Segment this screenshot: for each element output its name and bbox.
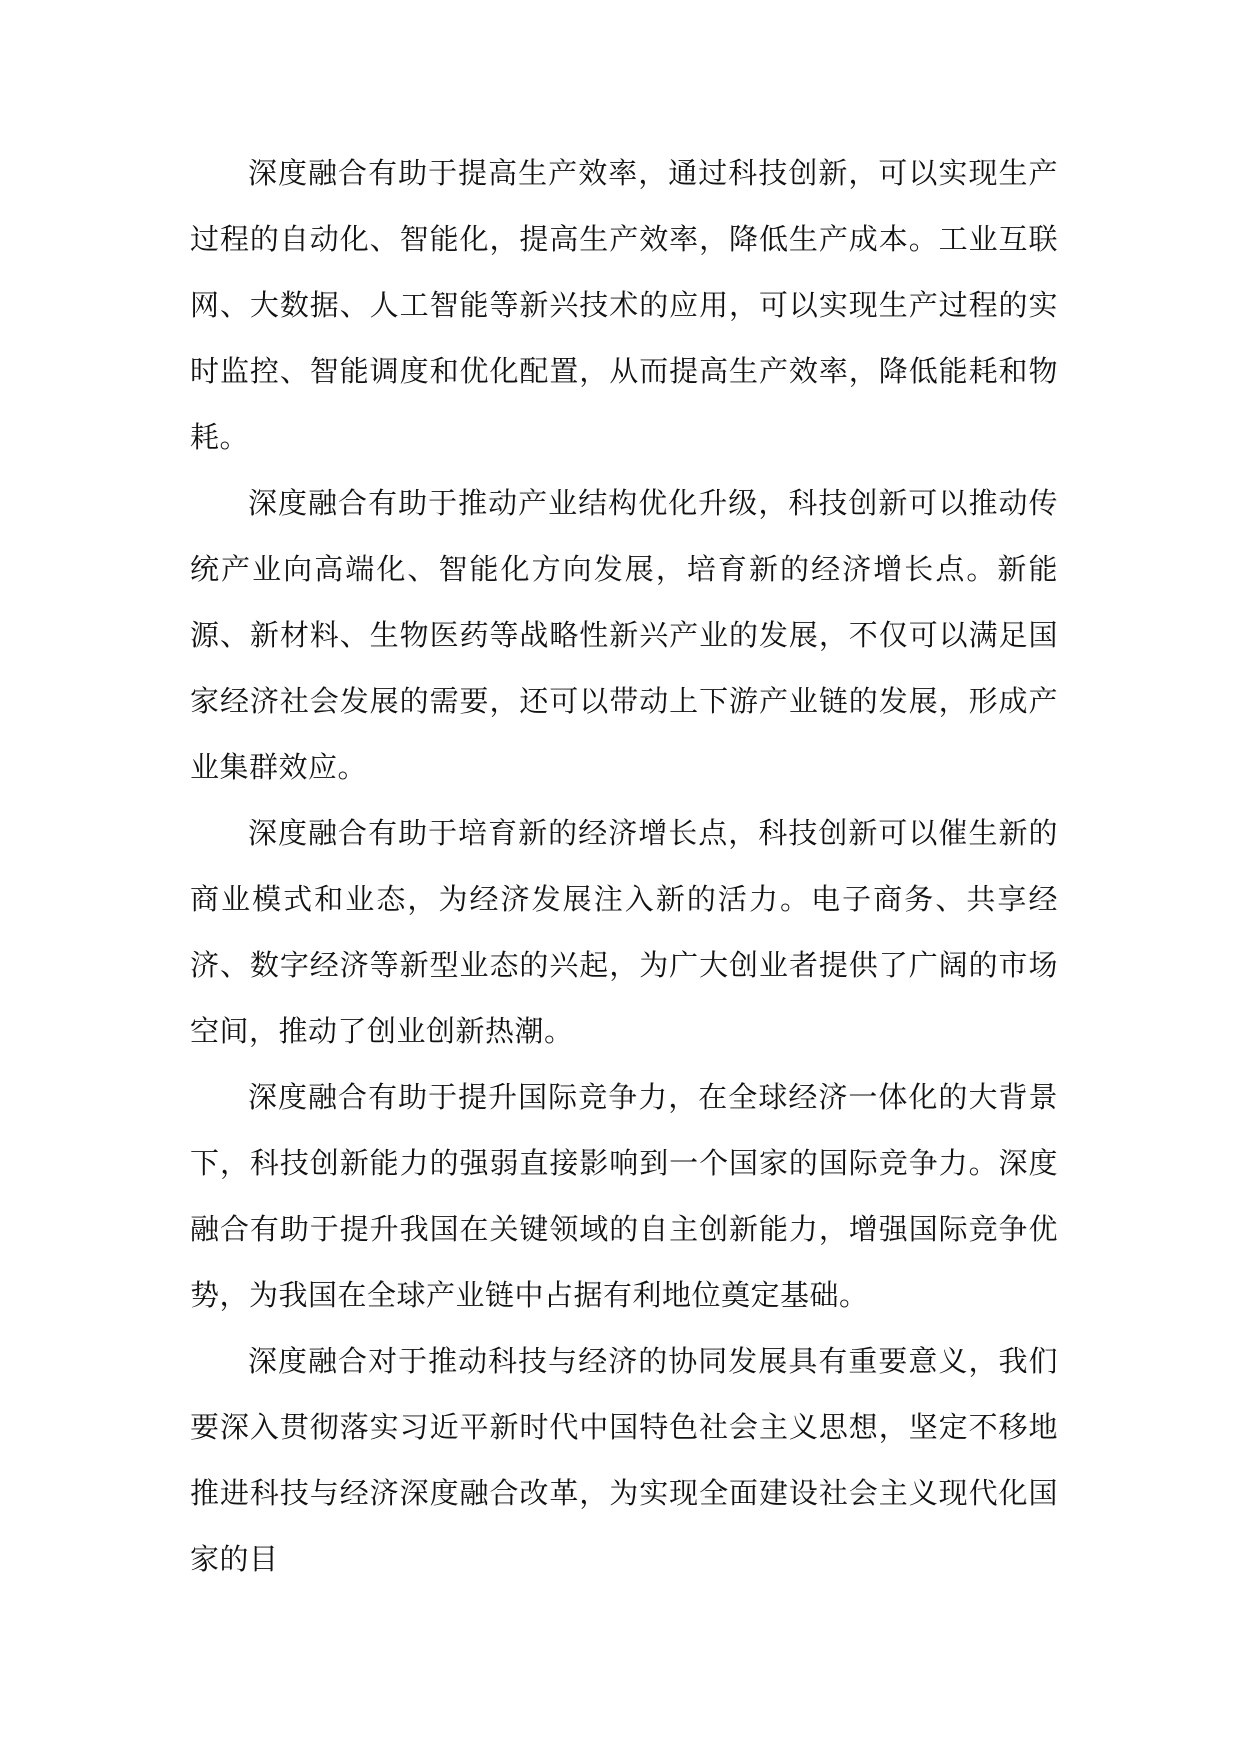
document-body bbox=[190, 140, 1058, 1592]
paragraph-growth-points: 深度融合有助于培育新的经济增长点，科技创新可以催生新的商业模式和业态，为经济发展注入新的活力。电子商务、共享经济、数字经济等新型业态的兴起，为广大创业者提供了广阔的市场空间，推动了创业创新热潮。 bbox=[190, 816, 1058, 1048]
paragraph-production-efficiency: 深度融合有助于提高生产效率，通过科技创新，可以实现生产过程的自动化、智能化，提高生产效率，降低生产成本。工业互联网、大数据、人工智能等新兴技术的应用，可以实现生产过程的实时监控、智能调度和优化配置，从而提高生产效率，降低能耗和物耗。 bbox=[190, 156, 1058, 454]
paragraph-industrial-upgrade: 深度融合有助于推动产业结构优化升级，科技创新可以推动传统产业向高端化、智能化方向发展，培育新的经济增长点。新能源、新材料、生物医药等战略性新兴产业的发展，不仅可以满足国家经济社会发展的需要，还可以带动上下游产业链的发展，形成产业集群效应。 bbox=[190, 486, 1058, 784]
paragraph-significance: 深度融合对于推动科技与经济的协同发展具有重要意义，我们要深入贯彻落实习近平新时代中国特色社会主义思想，坚定不移地推进科技与经济深度融合改革，为实现全面建设社会主义现代化国家的目 bbox=[190, 1344, 1058, 1576]
paragraph-competitiveness: 深度融合有助于提升国际竞争力，在全球经济一体化的大背景下，科技创新能力的强弱直接影响到一个国家的国际竞争力。深度融合有助于提升我国在关键领域的自主创新能力，增强国际竞争优势，为我国在全球产业链中占据有利地位奠定基础。 bbox=[190, 1080, 1058, 1312]
